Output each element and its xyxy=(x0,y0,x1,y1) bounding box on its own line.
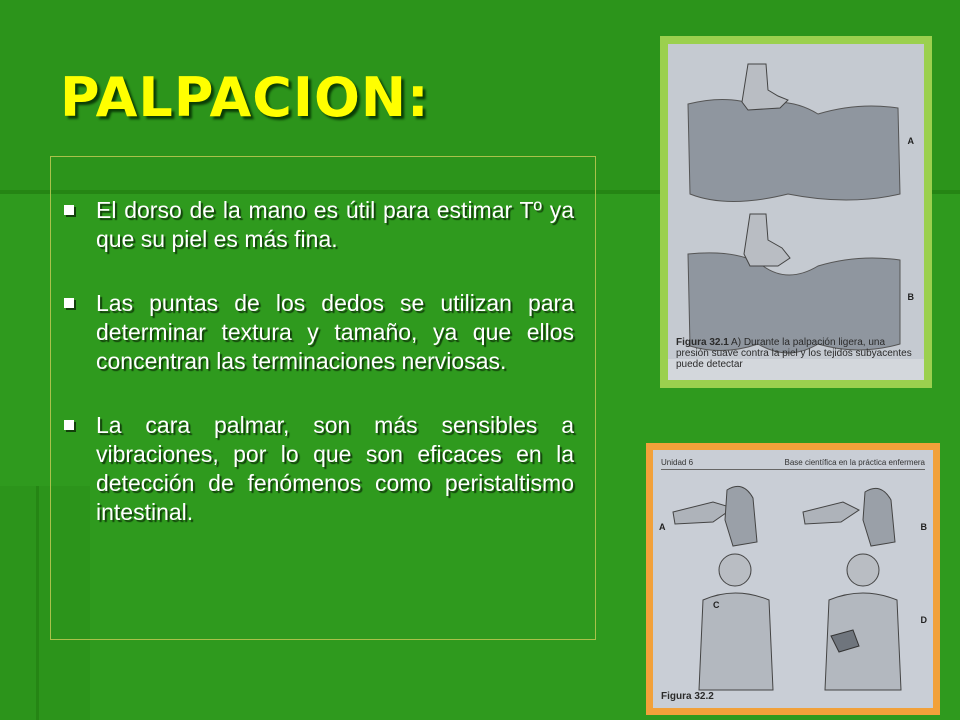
palpation-figure-top xyxy=(660,36,932,388)
caption-number: Figura 32.2 xyxy=(661,691,714,702)
figure-caption xyxy=(676,337,916,370)
figure-image xyxy=(668,44,924,380)
book-header-unit: Unidad 6 xyxy=(661,458,694,467)
bullet-text: Las puntas de los dedos se utilizan para determinar textura y tamaño, ya que ellos concentran las terminaciones nerviosas. xyxy=(96,290,574,374)
palpation-figure-bottom xyxy=(646,443,940,715)
bullet-item xyxy=(62,411,574,527)
square-bullet-icon xyxy=(64,298,74,308)
figure-caption xyxy=(661,691,925,702)
figure-label-b: B xyxy=(907,292,914,302)
palpation-illustration xyxy=(668,44,924,380)
figure-label-d: D xyxy=(920,615,927,625)
caption-number: Figura 32.1 xyxy=(676,337,729,348)
caption-text: A) Durante la palpación ligera, una presión suave contra la piel y los tejidos subyacentes puede detectar xyxy=(676,337,912,370)
figure-label-a: A xyxy=(907,136,914,146)
figure-label-b: B xyxy=(920,522,927,532)
background-line-vertical xyxy=(36,486,39,720)
bullet-text: La cara palmar, son más sensibles a vibraciones, por lo que son eficaces en la detección de fenómenos como peristaltismo intestinal. xyxy=(96,412,574,525)
bullet-text: El dorso de la mano es útil para estimar Tº ya que su piel es más fina. xyxy=(96,197,574,252)
bullet-item xyxy=(62,196,574,254)
figure-label-a: A xyxy=(659,522,666,532)
hand-parts-illustration xyxy=(653,450,933,708)
bullet-item xyxy=(62,289,574,376)
slide-title: PALPACION: xyxy=(60,66,430,129)
figure-image xyxy=(653,450,933,708)
bullet-list xyxy=(62,196,574,562)
square-bullet-icon xyxy=(64,420,74,430)
square-bullet-icon xyxy=(64,205,74,215)
book-header-title: Base científica en la práctica enfermera xyxy=(784,458,925,467)
figure-label-c: C xyxy=(713,600,720,610)
